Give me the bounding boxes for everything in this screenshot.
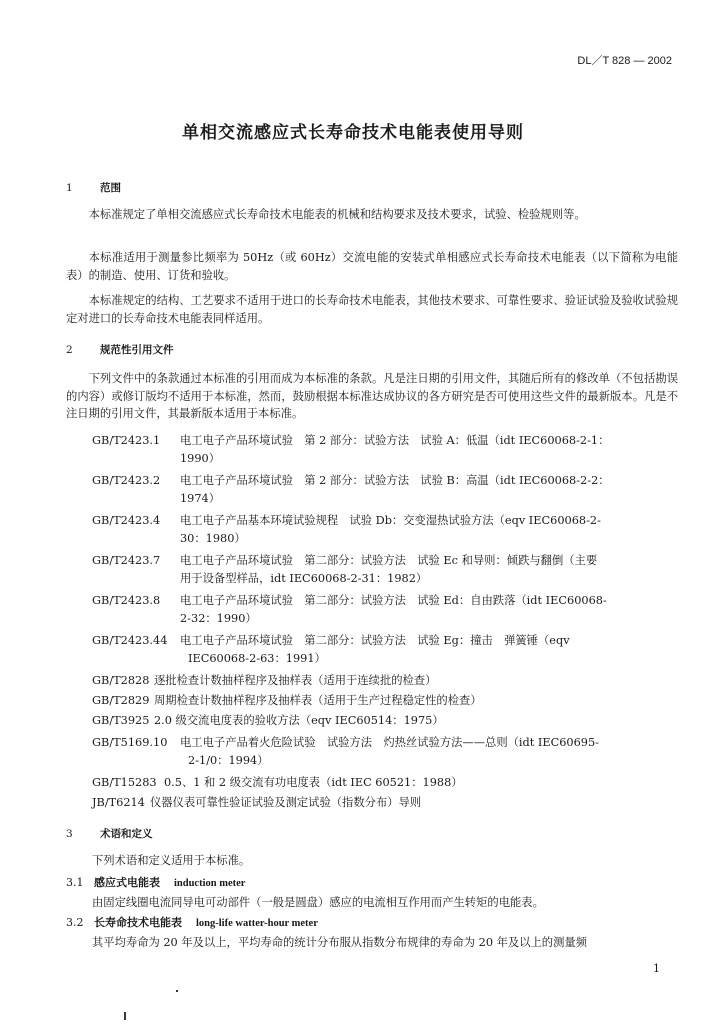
reference-continuation: 2-1/0：1994） [188,754,269,767]
reference-item [92,672,436,690]
reference-item [92,734,599,752]
page-number: 1 [653,962,660,975]
reference-item [92,552,597,570]
section-1-heading [66,180,121,195]
term-number: 3.2 [66,916,84,929]
term-en: long-life watter-hour meter [196,918,318,929]
term-zh: 长寿命技术电能表 [94,916,182,929]
reference-item [92,432,609,450]
reference-continuation: 1974） [180,492,221,505]
reference-code: GB/T2423.8 [92,594,161,607]
reference-code: GB/T2829 [92,694,150,707]
reference-item [92,512,601,530]
section-1-paragraph: 本标准规定的结构、工艺要求不适用于进口的长寿命技术电能表，其他技术要求、可靠性要求、验证试验及验收试验规定对进口的长寿命技术电能表同样适用。 [66,294,678,325]
reference-continuation: 用于设备型样品，idt IEC60068-2-31：1982） [180,572,428,585]
reference-code: GB/T15283 [92,776,157,789]
reference-item [92,632,570,650]
reference-code: JB/T6214 [92,796,145,809]
section-3-heading [66,826,153,841]
reference-code: GB/T2423.44 [92,634,168,647]
reference-code: GB/T2423.4 [92,514,161,527]
standard-code: DL／T 828 — 2002 [577,55,672,67]
reference-continuation: 30：1980） [180,532,246,545]
scan-speck [176,990,178,992]
term-definition: 由固定线圈电流同导电可动部件（一般是圆盘）感应的电流相互作用而产生转矩的电能表。 [92,896,544,909]
reference-code: GB/T2423.7 [92,554,161,567]
reference-title: 电工电子产品着火危险试验 试验方法 灼热丝试验方法——总则（idt IEC60695- [180,736,599,749]
reference-item [92,472,610,490]
section-2-heading [66,342,174,357]
reference-code: GB/T2828 [92,674,150,687]
section-number: 2 [66,344,73,356]
scan-speck [124,1012,126,1020]
reference-continuation: IEC60068-2-63：1991） [188,652,326,665]
term-number: 3.1 [66,876,84,889]
reference-code: GB/T2423.1 [92,434,161,447]
reference-title: 2.0 级交流电度表的验收方法（eqv IEC60514：1975） [154,714,444,727]
term-zh: 感应式电能表 [94,876,160,889]
section-title: 规范性引用文件 [100,344,174,356]
reference-item [92,592,607,610]
reference-code: GB/T3925 [92,714,150,727]
document-title: 单相交流感应式长寿命技术电能表使用导则 [182,123,524,143]
reference-title: 电工电子产品环境试验 第 2 部分：试验方法 试验 B：高温（idt IEC60068-2-2： [180,474,610,487]
reference-item [92,794,421,812]
section-3-intro: 下列术语和定义适用于本标准。 [92,854,251,867]
reference-item [92,692,482,710]
section-1-paragraph: 本标准规定了单相交流感应式长寿命技术电能表的机械和结构要求及技术要求，试验、检验规则等。 [88,208,586,221]
reference-title: 电工电子产品基本环境试验规程 试验 Db：交变湿热试验方法（eqv IEC60068-2- [180,514,601,527]
term-definition: 其平均寿命为 20 年及以上，平均寿命的统计分布服从指数分布规律的寿命为 20 年及以上的测量频 [92,936,587,949]
reference-code: GB/T5169.10 [92,736,168,749]
reference-title: 电工电子产品环境试验 第二部分：试验方法 试验 Ed：自由跌落（idt IEC60068- [180,594,607,607]
reference-title: 0.5、1 和 2 级交流有功电度表（idt IEC 60521：1988） [164,776,463,789]
term-heading [66,874,245,890]
reference-title: 电工电子产品环境试验 第二部分：试验方法 试验 Ec 和导则：倾跌与翻倒（主要 [180,554,598,567]
section-number: 1 [66,182,73,194]
reference-title: 周期检查计数抽样程序及抽样表（适用于生产过程稳定性的检查） [154,694,482,707]
reference-title: 电工电子产品环境试验 第 2 部分：试验方法 试验 A：低温（idt IEC60068-2-1： [180,434,610,447]
reference-continuation: 2-32：1990） [180,612,257,625]
section-title: 范围 [100,182,121,194]
section-2-intro: 下列文件中的条款通过本标准的引用而成为本标准的条款。凡是注日期的引用文件，其随后所有的修改单（不包括勘误的内容）或修订版均不适用于本标准，然而，鼓励根据本标准达成协议的各方研究是否可使用这些文件的最新版本。凡是不注日期的引用文件，其最新版本适用于本标准。 [66,372,678,420]
term-heading [66,914,318,930]
reference-title: 电工电子产品环境试验 第二部分：试验方法 试验 Eg：撞击 弹簧锤（eqv [180,634,570,647]
reference-title: 逐批检查计数抽样程序及抽样表（适用于连续批的检查） [154,674,437,687]
reference-code: GB/T2423.2 [92,474,161,487]
reference-item [92,774,463,792]
term-en: induction meter [174,878,246,889]
section-number: 3 [66,828,73,840]
section-title: 术语和定义 [100,828,153,840]
section-1-paragraph: 本标准适用于测量参比频率为 50Hz（或 60Hz）交流电能的安装式单相感应式长寿命技术电能表（以下简称为电能表）的制造、使用、订货和验收。 [66,251,678,282]
reference-title: 仪器仪表可靠性验证试验及测定试验（指数分布）导则 [150,796,422,809]
reference-item [92,712,444,730]
reference-continuation: 1990） [180,452,221,465]
